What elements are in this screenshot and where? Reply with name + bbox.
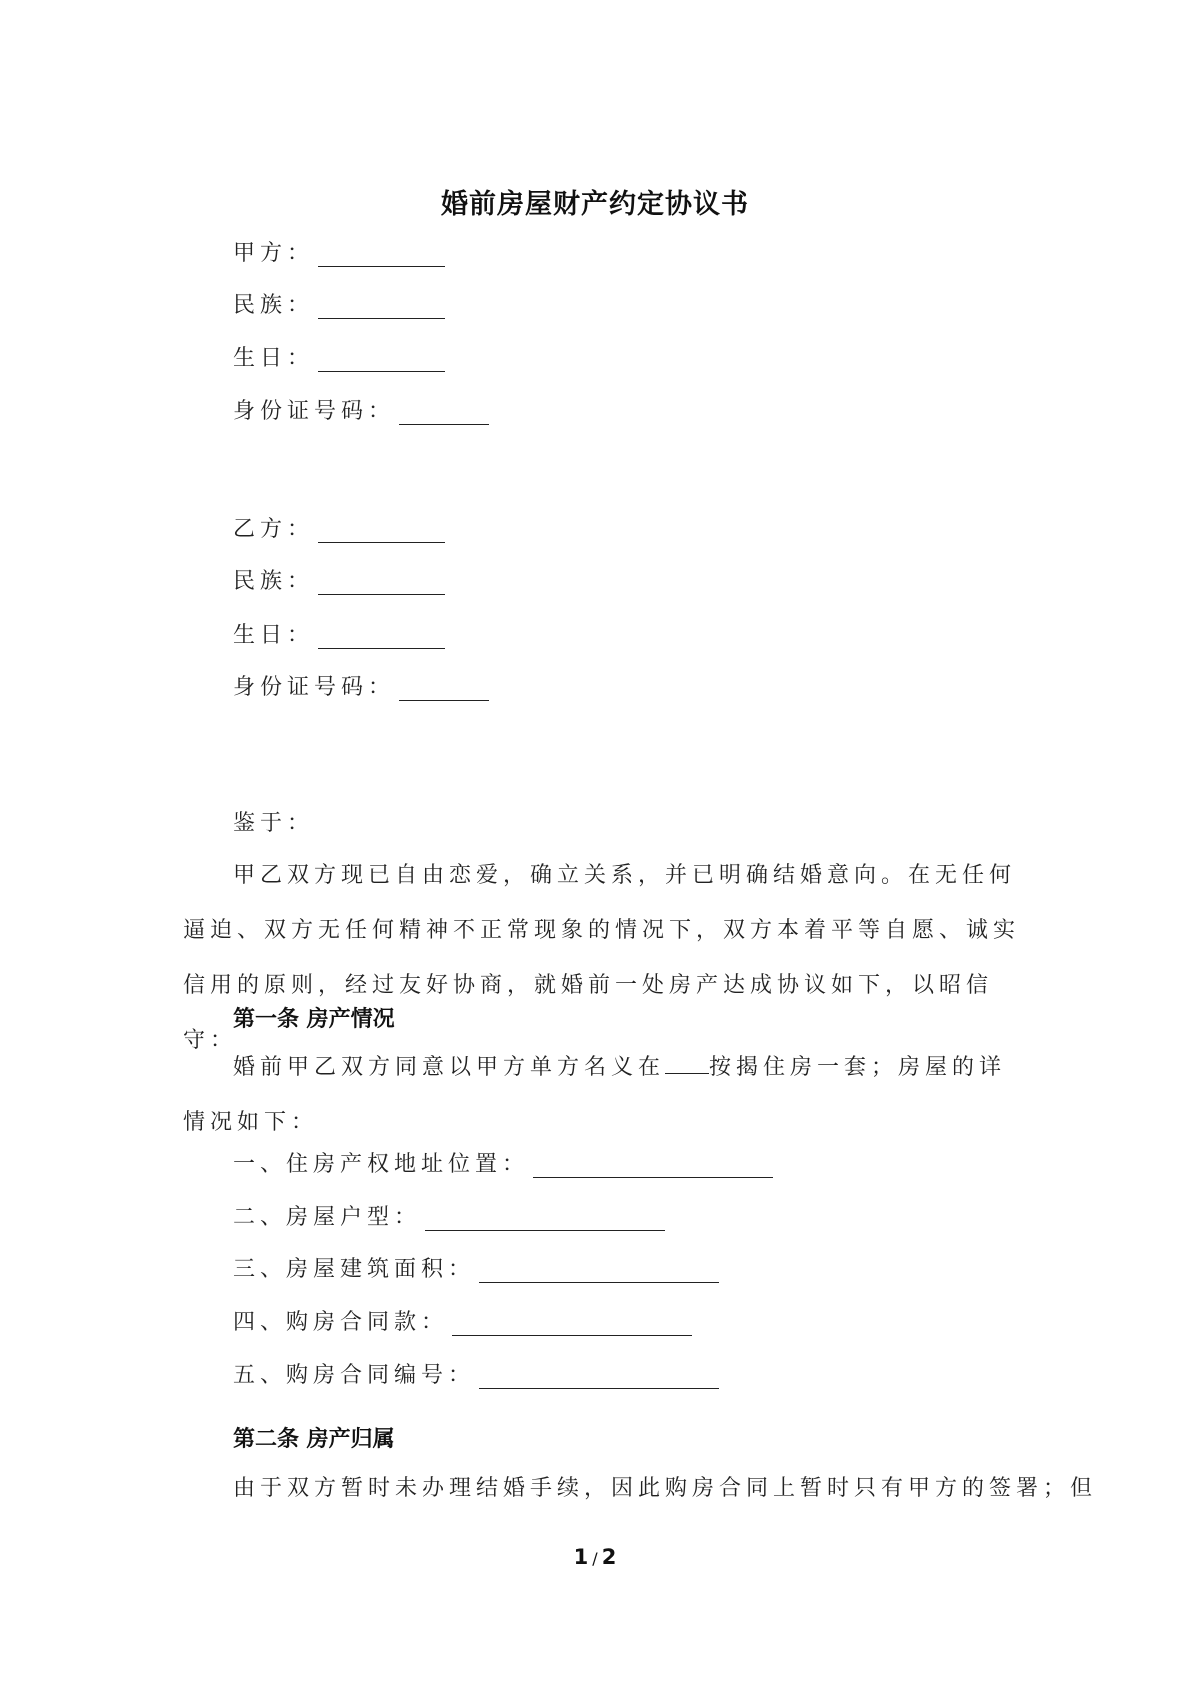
party-a-birthday-blank xyxy=(318,347,445,372)
party-a-ethnicity-line xyxy=(233,290,445,322)
party-b-ethnicity-label: 民族： xyxy=(233,569,315,594)
document-title: 婚前房屋财产约定协议书 xyxy=(441,189,749,220)
article-1-para-after: 按揭住房一套；房屋的详情况如下： xyxy=(183,1055,1007,1135)
party-a-birthday-label: 生日： xyxy=(233,346,315,371)
whereas-label: 鉴于： xyxy=(233,811,315,836)
list-item xyxy=(233,1360,719,1392)
list-item-number: 五、 xyxy=(233,1363,288,1388)
list-item-blank xyxy=(479,1258,719,1283)
list-item xyxy=(233,1307,692,1339)
list-item xyxy=(233,1202,665,1234)
list-item-label: 房屋建筑面积： xyxy=(286,1257,476,1282)
party-a-id-blank xyxy=(399,400,489,425)
party-a-id-line xyxy=(233,396,489,428)
party-a-id-label: 身份证号码： xyxy=(233,399,396,424)
page-separator: / xyxy=(592,1549,598,1568)
party-b-name-line xyxy=(233,514,445,546)
party-b-id-blank xyxy=(399,676,489,701)
party-b-birthday-line xyxy=(233,620,445,652)
list-item-number: 一、 xyxy=(233,1152,288,1177)
list-item-number: 四、 xyxy=(233,1310,288,1335)
article-1-location-blank xyxy=(665,1051,709,1074)
page-current: 1 xyxy=(573,1545,589,1569)
party-a-ethnicity-blank xyxy=(318,294,445,319)
party-b-birthday-blank xyxy=(318,624,445,649)
list-item xyxy=(233,1254,719,1286)
party-a-name-label: 甲方： xyxy=(233,241,315,266)
list-item-blank xyxy=(452,1311,692,1336)
list-item-label: 购房合同编号： xyxy=(286,1363,476,1388)
article-1-paragraph xyxy=(183,1040,1023,1150)
article-2-paragraph: 由于双方暂时未办理结婚手续，因此购房合同上暂时只有甲方的签署；但 xyxy=(233,1476,1098,1501)
list-item-blank xyxy=(479,1364,719,1389)
party-b-name-blank xyxy=(318,518,445,543)
party-a-birthday-line xyxy=(233,343,445,375)
page-total: 2 xyxy=(601,1545,617,1569)
party-a-ethnicity-label: 民族： xyxy=(233,293,315,318)
list-item-label: 住房产权地址位置： xyxy=(286,1152,530,1177)
party-b-ethnicity-blank xyxy=(318,570,445,595)
party-b-name-label: 乙方： xyxy=(233,517,315,542)
article-1-heading: 第一条 房产情况 xyxy=(233,1007,395,1032)
intro-paragraph: 甲乙双方现已自由恋爱，确立关系，并已明确结婚意向。在无任何逼迫、双方无任何精神不正常现象的情况下，双方本着平等自愿、诚实信用的原则，经过友好协商，就婚前一处房产达成协议如下，以昭信守： xyxy=(183,863,1021,1053)
article-1-para-before: 婚前甲乙双方同意以甲方单方名义在 xyxy=(233,1055,666,1080)
list-item xyxy=(233,1149,773,1181)
list-item-label: 购房合同款： xyxy=(286,1310,449,1335)
article-2-heading: 第二条 房产归属 xyxy=(233,1427,395,1452)
list-item-blank xyxy=(533,1153,773,1178)
party-b-birthday-label: 生日： xyxy=(233,623,315,648)
list-item-label: 房屋户型： xyxy=(286,1205,422,1230)
party-b-ethnicity-line xyxy=(233,566,445,598)
party-a-name-line xyxy=(233,238,445,270)
list-item-number: 二、 xyxy=(233,1205,288,1230)
list-item-blank xyxy=(425,1206,665,1231)
party-a-name-blank xyxy=(318,242,445,267)
party-b-id-line xyxy=(233,672,489,704)
page-indicator xyxy=(0,1545,1190,1569)
list-item-number: 三、 xyxy=(233,1257,288,1282)
party-b-id-label: 身份证号码： xyxy=(233,675,396,700)
